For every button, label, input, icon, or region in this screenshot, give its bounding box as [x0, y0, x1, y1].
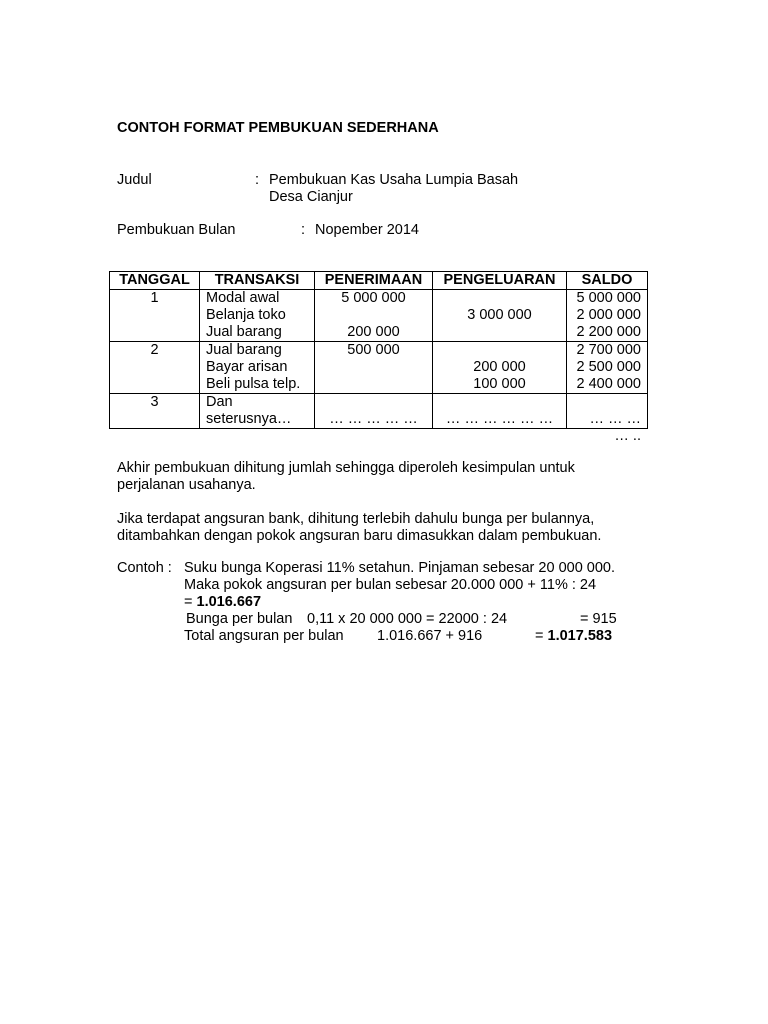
- penerimaan-cell: [315, 342, 433, 394]
- bulan-value: Nopember 2014: [315, 222, 419, 238]
- penerimaan-line: [321, 307, 426, 324]
- transaksi-line: Dan: [206, 394, 233, 410]
- saldo-line: 5 000 000: [576, 290, 641, 306]
- tanggal-value: 2: [150, 342, 159, 358]
- pengeluaran-line: [439, 342, 560, 359]
- pengeluaran-line: [439, 394, 560, 411]
- pengeluaran-line: [439, 290, 560, 307]
- saldo-line: 2 200 000: [576, 324, 641, 340]
- pengeluaran-line: 3 000 000: [467, 307, 532, 323]
- transaksi-line: Bayar arisan: [206, 359, 288, 375]
- saldo-line: 2 000 000: [576, 307, 641, 323]
- tanggal-value: 3: [150, 394, 159, 410]
- total-angsuran-result: [535, 628, 612, 645]
- penerimaan-line: … … … … …: [329, 411, 418, 427]
- pengeluaran-cell: [433, 342, 567, 394]
- penerimaan-line: 200 000: [347, 324, 400, 340]
- paragraph2-line1: Jika terdapat angsuran bank, dihitung terlebih dahulu bunga per bulannya,: [117, 511, 595, 527]
- transaksi-line: Beli pulsa telp.: [206, 376, 301, 392]
- table-header-row: [110, 272, 648, 290]
- table-row: [110, 342, 648, 394]
- total-angsuran-prefix: =: [535, 628, 548, 644]
- pengeluaran-cell: [433, 290, 567, 342]
- header-transaksi: TRANSAKSI: [200, 272, 315, 290]
- tanggal-cell: [110, 394, 200, 429]
- pengeluaran-line: … … … … … …: [445, 411, 554, 427]
- saldo-line: … … … … ..: [589, 411, 641, 444]
- header-saldo: SALDO: [567, 272, 648, 290]
- contoh-line1: Suku bunga Koperasi 11% setahun. Pinjaman sebesar 20 000 000.: [184, 560, 616, 576]
- bulan-separator: :: [301, 222, 306, 238]
- bunga-calculation: 0,11 x 20 000 000 = 22000 : 24: [307, 611, 508, 627]
- contoh-line3: [184, 594, 261, 611]
- bunga-result: = 915: [580, 611, 617, 627]
- paragraph1-line1: Akhir pembukuan dihitung jumlah sehingga diperoleh kesimpulan untuk: [117, 460, 575, 476]
- penerimaan-line: [321, 359, 426, 376]
- penerimaan-line: 5 000 000: [341, 290, 406, 306]
- bulan-label: Pembukuan Bulan: [117, 222, 236, 238]
- transaksi-line: Jual barang: [206, 324, 282, 340]
- saldo-cell: [567, 394, 648, 444]
- saldo-line: [573, 394, 641, 411]
- judul-value-line1: Pembukuan Kas Usaha Lumpia Basah: [269, 172, 519, 188]
- bunga-label: Bunga per bulan: [186, 611, 293, 627]
- tanggal-cell: [110, 290, 200, 342]
- document-title: CONTOH FORMAT PEMBUKUAN SEDERHANA: [117, 120, 439, 136]
- penerimaan-line: [321, 394, 426, 411]
- pengeluaran-line: [439, 324, 560, 341]
- transaksi-cell: [200, 394, 315, 429]
- judul-label: Judul: [117, 172, 152, 188]
- transaksi-cell: [200, 342, 315, 394]
- paragraph1-line2: perjalanan usahanya.: [117, 477, 256, 493]
- transaksi-cell: [200, 290, 315, 342]
- transaksi-line: Belanja toko: [206, 307, 286, 323]
- saldo-cell: [567, 342, 648, 394]
- tanggal-value: 1: [150, 290, 159, 306]
- tanggal-cell: [110, 342, 200, 394]
- penerimaan-line: 500 000: [347, 342, 400, 358]
- contoh-label: Contoh :: [117, 560, 172, 576]
- ledger-table: [109, 271, 648, 444]
- saldo-line: 2 500 000: [576, 359, 641, 375]
- penerimaan-cell: [315, 290, 433, 342]
- header-penerimaan: PENERIMAAN: [315, 272, 433, 290]
- pokok-angsuran-result: 1.016.667: [196, 594, 262, 610]
- contoh-line3-prefix: =: [184, 594, 197, 610]
- judul-value-line2: Desa Cianjur: [269, 189, 353, 205]
- transaksi-line: Modal awal: [206, 290, 280, 306]
- pengeluaran-line: 200 000: [473, 359, 526, 375]
- saldo-line: 2 700 000: [576, 342, 641, 358]
- penerimaan-line: [321, 376, 426, 393]
- paragraph2-line2: ditambahkan dengan pokok angsuran baru dimasukkan dalam pembukuan.: [117, 528, 602, 544]
- transaksi-line: seterusnya…: [206, 411, 292, 427]
- pengeluaran-line: 100 000: [473, 376, 526, 392]
- penerimaan-cell: [315, 394, 433, 429]
- judul-separator: :: [255, 172, 260, 188]
- total-angsuran-calculation: 1.016.667 + 916: [377, 628, 483, 644]
- header-tanggal: TANGGAL: [110, 272, 200, 290]
- total-angsuran-label: Total angsuran per bulan: [184, 628, 344, 644]
- header-pengeluaran: PENGELUARAN: [433, 272, 567, 290]
- saldo-line: 2 400 000: [576, 376, 641, 392]
- contoh-line2: Maka pokok angsuran per bulan sebesar 20.000 000 + 11% : 24: [184, 577, 597, 593]
- pengeluaran-cell: [433, 394, 567, 429]
- table-row: [110, 290, 648, 342]
- total-angsuran-value: 1.017.583: [547, 628, 613, 644]
- saldo-cell: [567, 290, 648, 342]
- transaksi-line: Jual barang: [206, 342, 282, 358]
- table-row: [110, 394, 648, 429]
